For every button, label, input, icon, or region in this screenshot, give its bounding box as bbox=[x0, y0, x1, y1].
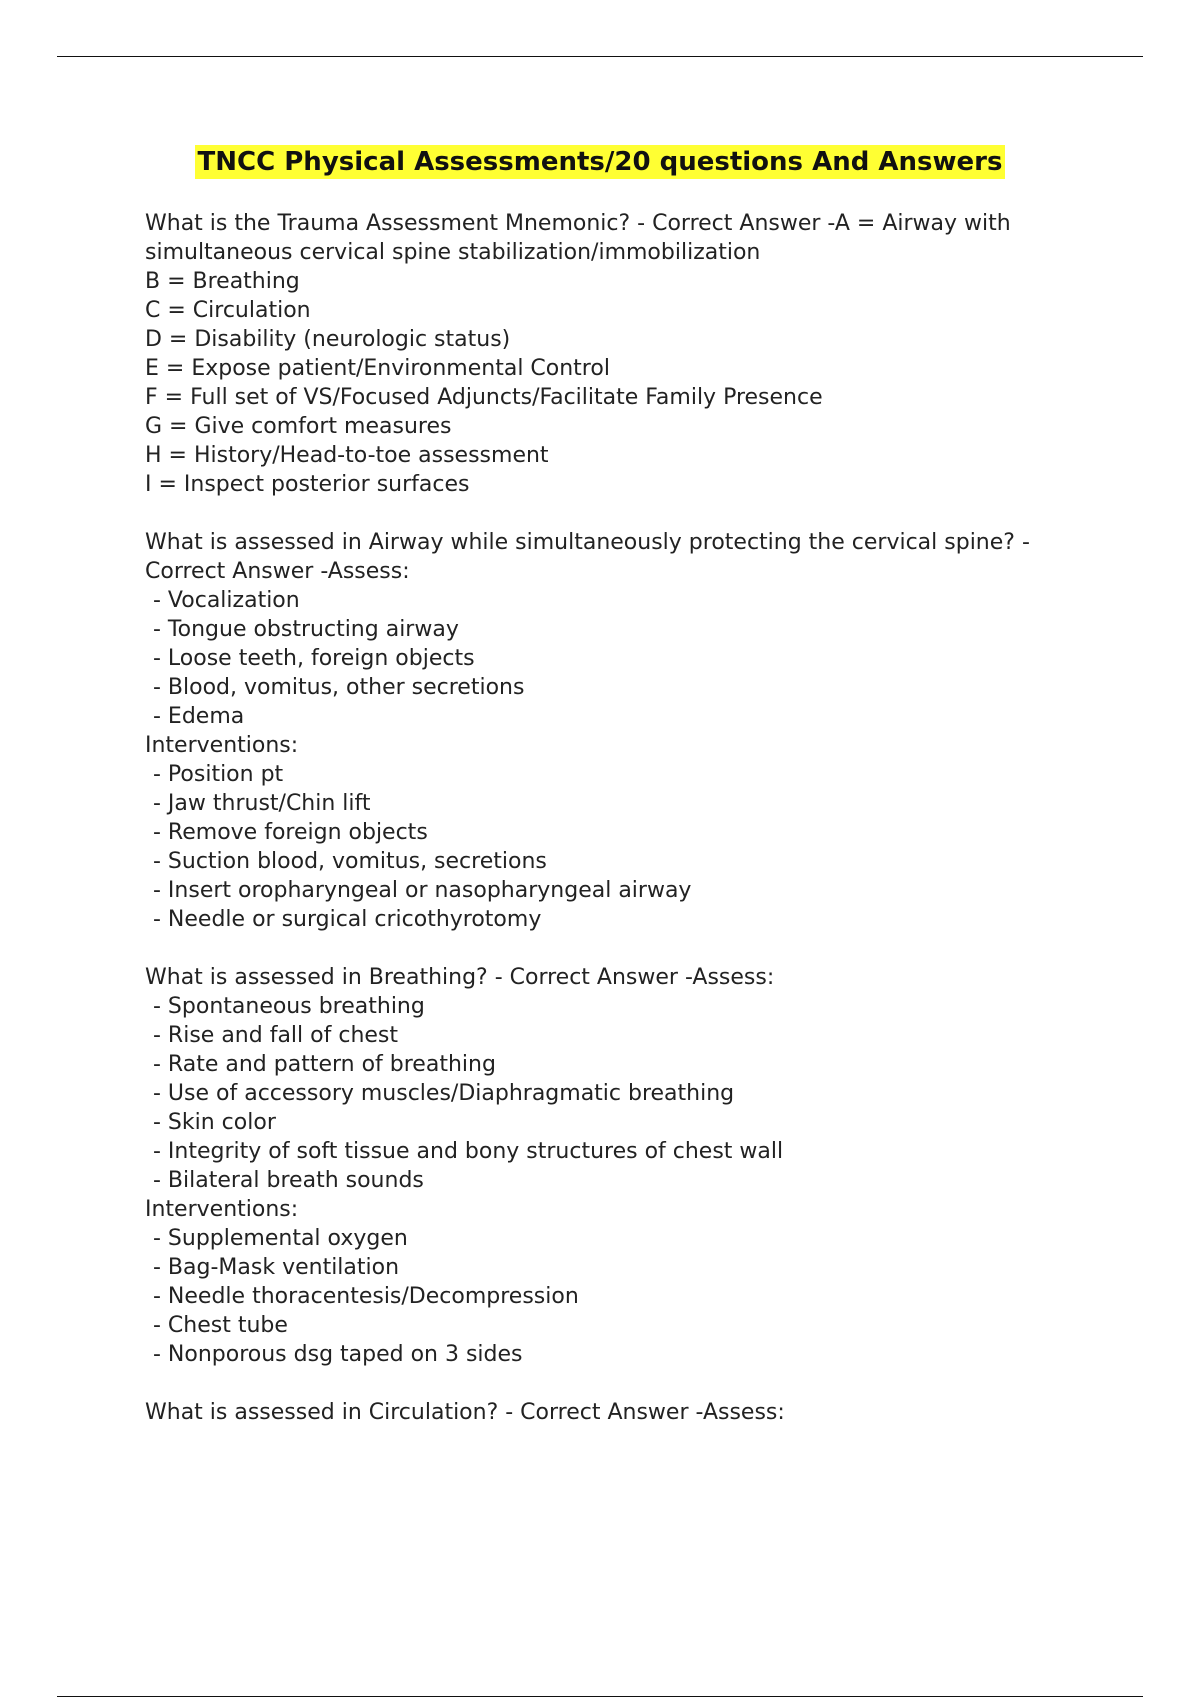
mnemonic-line: H = History/Head-to-toe assessment bbox=[145, 443, 549, 468]
document-title: TNCC Physical Assessments/20 questions And Answers bbox=[195, 145, 1006, 179]
list-item: - Jaw thrust/Chin lift bbox=[153, 791, 371, 816]
qa-block-airway bbox=[145, 528, 1095, 934]
mnemonic-line: I = Inspect posterior surfaces bbox=[145, 472, 470, 497]
list-item: - Nonporous dsg taped on 3 sides bbox=[153, 1342, 523, 1367]
list-item: - Vocalization bbox=[153, 588, 300, 613]
list-item: - Bilateral breath sounds bbox=[153, 1168, 424, 1193]
title-container bbox=[0, 145, 1200, 179]
interventions-list bbox=[145, 760, 1095, 934]
mnemonic-line: F = Full set of VS/Focused Adjuncts/Facilitate Family Presence bbox=[145, 385, 823, 410]
mnemonic-line: C = Circulation bbox=[145, 298, 311, 323]
list-item: - Needle or surgical cricothyrotomy bbox=[153, 907, 542, 932]
question-text: What is assessed in Circulation? - Correct Answer -Assess: bbox=[145, 1400, 785, 1425]
assess-list bbox=[145, 586, 1095, 731]
list-item: - Remove foreign objects bbox=[153, 820, 428, 845]
mnemonic-line: G = Give comfort measures bbox=[145, 414, 452, 439]
list-item: - Tongue obstructing airway bbox=[153, 617, 459, 642]
list-item: - Loose teeth, foreign objects bbox=[153, 646, 475, 671]
list-item: - Integrity of soft tissue and bony structures of chest wall bbox=[153, 1139, 784, 1164]
list-item: - Spontaneous breathing bbox=[153, 994, 425, 1019]
list-item: - Blood, vomitus, other secretions bbox=[153, 675, 525, 700]
qa-block-mnemonic bbox=[145, 209, 1095, 499]
question-text: What is the Trauma Assessment Mnemonic? - Correct Answer -A = Airway with simultaneous cervical spine stabilization/immobilization bbox=[145, 211, 1011, 265]
list-item: - Chest tube bbox=[153, 1313, 288, 1338]
list-item: - Suction blood, vomitus, secretions bbox=[153, 849, 547, 874]
mnemonic-line: D = Disability (neurologic status) bbox=[145, 327, 511, 352]
list-item: - Edema bbox=[153, 704, 245, 729]
header-rule bbox=[57, 56, 1143, 57]
list-item: - Insert oropharyngeal or nasopharyngeal airway bbox=[153, 878, 692, 903]
list-item: - Use of accessory muscles/Diaphragmatic breathing bbox=[153, 1081, 735, 1106]
assess-list bbox=[145, 992, 1095, 1195]
mnemonic-line: B = Breathing bbox=[145, 269, 300, 294]
question-text: What is assessed in Breathing? - Correct Answer -Assess: bbox=[145, 965, 775, 990]
qa-block-breathing bbox=[145, 963, 1095, 1369]
list-item: - Needle thoracentesis/Decompression bbox=[153, 1284, 579, 1309]
interventions-label: Interventions: bbox=[145, 733, 299, 758]
list-item: - Supplemental oxygen bbox=[153, 1226, 408, 1251]
interventions-label: Interventions: bbox=[145, 1197, 299, 1222]
list-item: - Bag-Mask ventilation bbox=[153, 1255, 400, 1280]
qa-block-circulation bbox=[145, 1398, 1095, 1427]
list-item: - Rate and pattern of breathing bbox=[153, 1052, 496, 1077]
mnemonic-line: E = Expose patient/Environmental Control bbox=[145, 356, 610, 381]
interventions-list bbox=[145, 1224, 1095, 1369]
list-item: - Position pt bbox=[153, 762, 284, 787]
list-item: - Skin color bbox=[153, 1110, 276, 1135]
footer-rule bbox=[57, 1696, 1143, 1697]
list-item: - Rise and fall of chest bbox=[153, 1023, 399, 1048]
document-body bbox=[145, 209, 1095, 1456]
question-text: What is assessed in Airway while simultaneously protecting the cervical spine? - Correct Answer -Assess: bbox=[145, 530, 1030, 584]
